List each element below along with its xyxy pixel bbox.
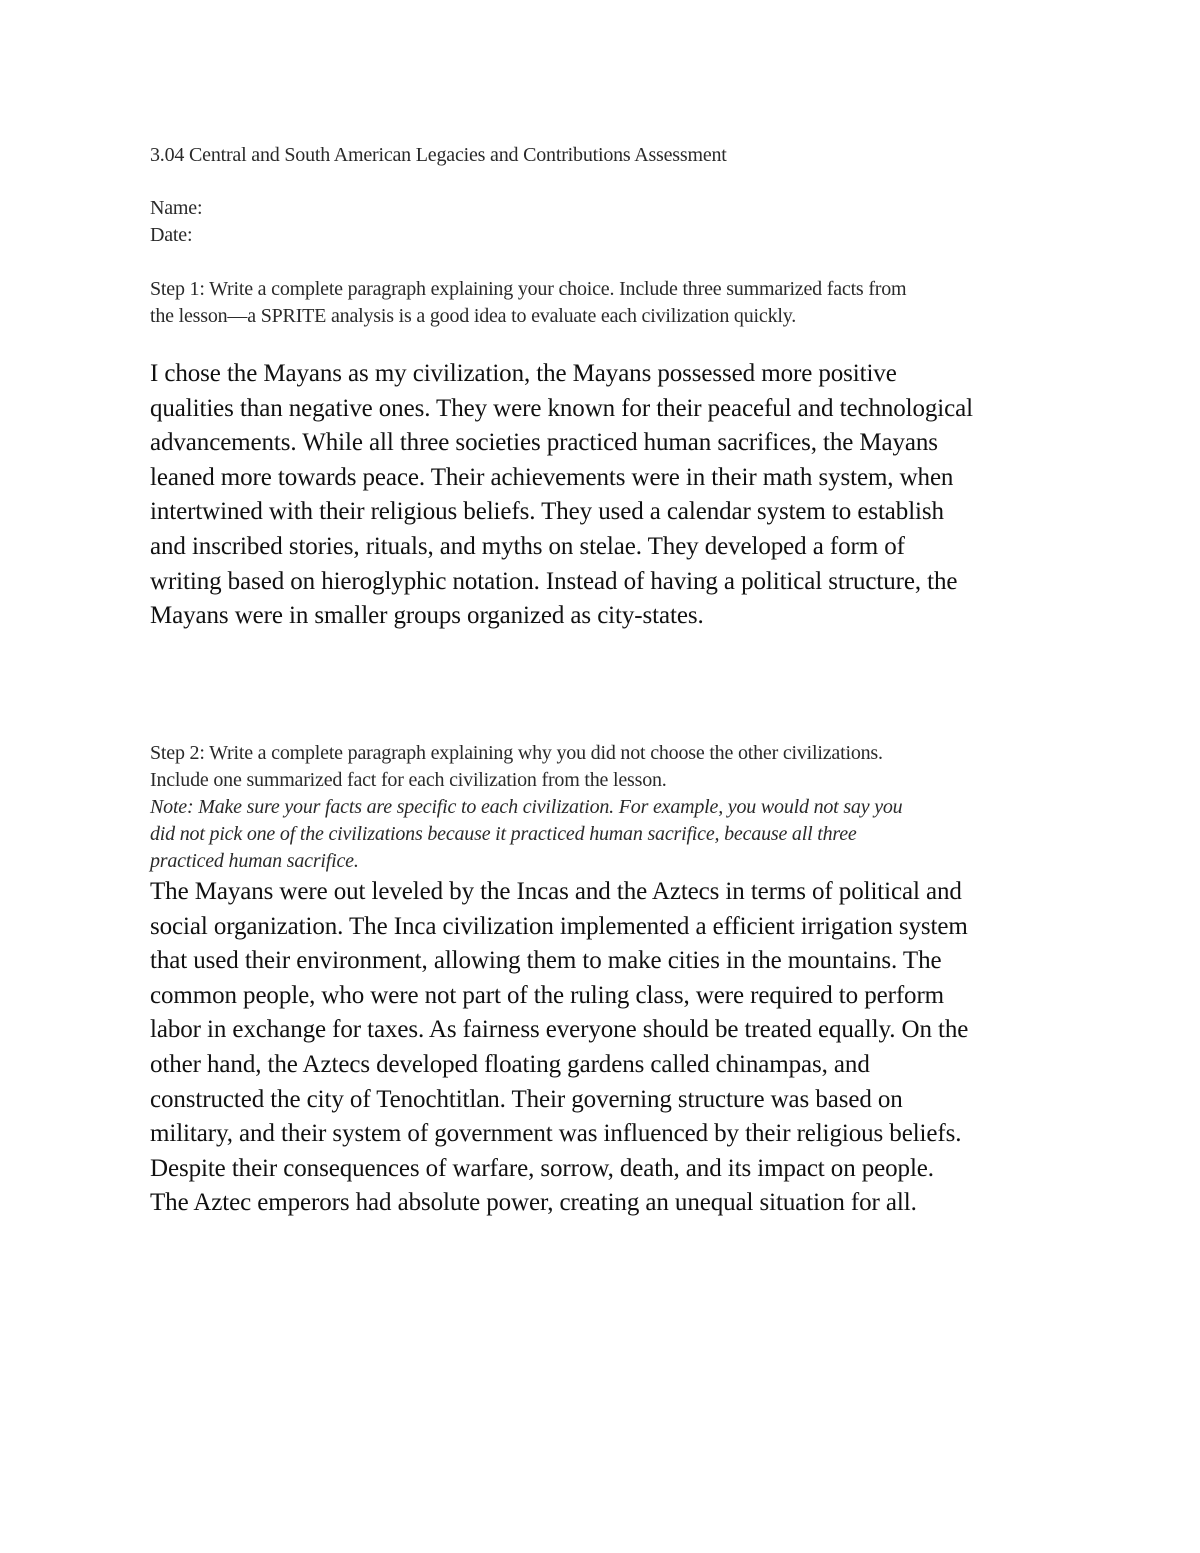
answer1-line: intertwined with their religious beliefs. They used a calendar system to establish bbox=[150, 498, 944, 526]
answer2-line: that used their environment, allowing them to make cities in the mountains. The bbox=[150, 947, 942, 975]
note-line: did not pick one of the civilizations because it practiced human sacrifice, because all three bbox=[150, 823, 857, 845]
name-label bbox=[150, 195, 1050, 222]
answer1-line: writing based on hieroglyphic notation. Instead of having a political structure, the bbox=[150, 567, 958, 595]
step1-line: Step 1: Write a complete paragraph explaining your choice. Include three summarized facts from bbox=[150, 278, 907, 300]
step2-instructions bbox=[150, 740, 1050, 794]
note-line: Note: Make sure your facts are specific to each civilization. For example, you would not say you bbox=[150, 796, 903, 818]
answer1-line: I chose the Mayans as my civilization, the Mayans possessed more positive bbox=[150, 360, 897, 387]
step2-line: Include one summarized fact for each civilization from the lesson. bbox=[150, 769, 667, 791]
note-line: practiced human sacrifice. bbox=[150, 850, 359, 872]
answer1-line: advancements. While all three societies practiced human sacrifices, the Mayans bbox=[150, 429, 938, 457]
answer2-line: common people, who were not part of the ruling class, were required to perform bbox=[150, 981, 945, 1009]
step1-answer-paragraph bbox=[150, 357, 1050, 634]
step1-instructions bbox=[150, 276, 1050, 330]
name-label-text: Name: bbox=[150, 197, 203, 219]
step1-line: the lesson—a SPRITE analysis is a good idea to evaluate each civilization quickly. bbox=[150, 305, 797, 327]
answer2-line: Despite their consequences of warfare, sorrow, death, and its impact on people. bbox=[150, 1154, 934, 1182]
answer2-line: The Mayans were out leveled by the Incas and the Aztecs in terms of political and bbox=[150, 878, 962, 905]
answer1-line: and inscribed stories, rituals, and myths on stelae. They developed a form of bbox=[150, 532, 905, 560]
answer1-line: Mayans were in smaller groups organized as city-states. bbox=[150, 602, 704, 630]
answer2-line: constructed the city of Tenochtitlan. Their governing structure was based on bbox=[150, 1085, 903, 1113]
document-title bbox=[150, 142, 1050, 169]
answer2-line: The Aztec emperors had absolute power, creating an unequal situation for all. bbox=[150, 1189, 917, 1217]
date-label bbox=[150, 222, 1050, 249]
step2-answer-paragraph bbox=[150, 875, 1050, 1221]
document-title-text: 3.04 Central and South American Legacies and Contributions Assessment bbox=[150, 144, 727, 166]
step2-line: Step 2: Write a complete paragraph explaining why you did not choose the other civilizations. bbox=[150, 742, 883, 764]
step2-note bbox=[150, 794, 1050, 875]
answer1-line: leaned more towards peace. Their achievements were in their math system, when bbox=[150, 463, 954, 491]
answer2-line: social organization. The Inca civilization implemented a efficient irrigation system bbox=[150, 912, 968, 940]
document-page bbox=[150, 0, 1050, 1553]
date-label-text: Date: bbox=[150, 224, 193, 246]
answer2-line: labor in exchange for taxes. As fairness everyone should be treated equally. On the bbox=[150, 1016, 969, 1044]
answer2-line: military, and their system of government was influenced by their religious beliefs. bbox=[150, 1120, 962, 1148]
answer2-line: other hand, the Aztecs developed floating gardens called chinampas, and bbox=[150, 1050, 870, 1078]
answer1-line: qualities than negative ones. They were known for their peaceful and technological bbox=[150, 394, 973, 422]
